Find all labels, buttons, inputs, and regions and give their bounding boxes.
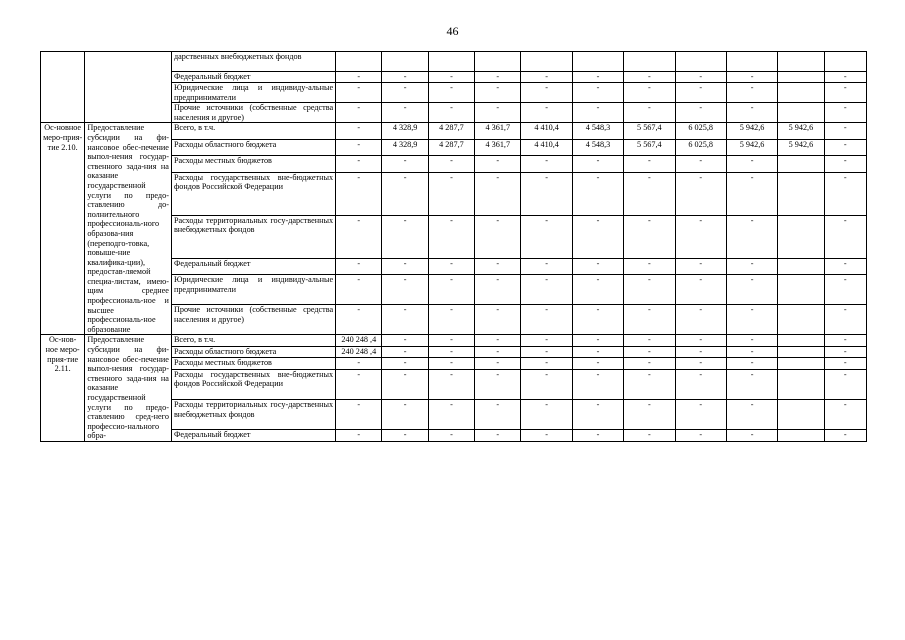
value-cell bbox=[624, 52, 675, 72]
value-cell: - bbox=[382, 305, 428, 335]
value-cell: 4 287,7 bbox=[428, 123, 474, 139]
value-cell: - bbox=[675, 346, 726, 357]
value-cell bbox=[824, 52, 866, 72]
value-cell: - bbox=[675, 305, 726, 335]
value-cell: 5 942,6 bbox=[726, 123, 777, 139]
value-cell: - bbox=[824, 358, 866, 369]
activity-label-cell bbox=[41, 52, 85, 123]
value-cell: - bbox=[428, 369, 474, 399]
value-cell: - bbox=[726, 83, 777, 103]
value-cell: 5 567,4 bbox=[624, 139, 675, 155]
value-cell: - bbox=[521, 369, 572, 399]
value-cell: - bbox=[726, 369, 777, 399]
value-cell: - bbox=[382, 258, 428, 274]
value-cell bbox=[778, 172, 824, 215]
value-cell: - bbox=[726, 156, 777, 172]
value-cell: - bbox=[624, 83, 675, 103]
value-cell: - bbox=[475, 400, 521, 430]
value-cell: - bbox=[624, 275, 675, 305]
value-cell: - bbox=[824, 275, 866, 305]
value-cell bbox=[675, 52, 726, 72]
value-cell bbox=[778, 358, 824, 369]
value-cell: - bbox=[475, 72, 521, 83]
value-cell: - bbox=[624, 305, 675, 335]
value-cell: - bbox=[521, 400, 572, 430]
value-cell bbox=[778, 52, 824, 72]
value-cell: - bbox=[824, 172, 866, 215]
value-cell: - bbox=[428, 156, 474, 172]
value-cell bbox=[572, 52, 623, 72]
value-cell: - bbox=[521, 258, 572, 274]
value-cell: - bbox=[726, 430, 777, 442]
funding-source-cell: Всего, в т.ч. bbox=[171, 335, 335, 346]
value-cell: - bbox=[382, 83, 428, 103]
funding-source-cell: Федеральный бюджет bbox=[171, 72, 335, 83]
value-cell: - bbox=[428, 275, 474, 305]
activity-label-cell: Ос-нов-ное меро-прия-тие 2.11. bbox=[41, 335, 85, 442]
value-cell: - bbox=[475, 83, 521, 103]
value-cell: - bbox=[336, 103, 382, 123]
funding-source-cell: Всего, в т.ч. bbox=[171, 123, 335, 139]
value-cell bbox=[778, 103, 824, 123]
value-cell bbox=[778, 369, 824, 399]
value-cell bbox=[428, 52, 474, 72]
value-cell: - bbox=[624, 358, 675, 369]
value-cell bbox=[778, 215, 824, 258]
value-cell bbox=[778, 275, 824, 305]
value-cell: - bbox=[572, 358, 623, 369]
value-cell: - bbox=[475, 103, 521, 123]
value-cell: - bbox=[824, 305, 866, 335]
value-cell: - bbox=[382, 103, 428, 123]
value-cell: - bbox=[624, 156, 675, 172]
value-cell: - bbox=[382, 156, 428, 172]
value-cell: - bbox=[624, 103, 675, 123]
table-row bbox=[41, 52, 867, 72]
value-cell: - bbox=[824, 103, 866, 123]
value-cell: 6 025,8 bbox=[675, 139, 726, 155]
funding-source-cell: Федеральный бюджет bbox=[171, 430, 335, 442]
funding-source-cell: Расходы государственных вне-бюджетных фондов Российской Федерации bbox=[171, 172, 335, 215]
value-cell: - bbox=[572, 83, 623, 103]
value-cell: - bbox=[336, 258, 382, 274]
value-cell: - bbox=[824, 430, 866, 442]
value-cell: 4 361,7 bbox=[475, 139, 521, 155]
value-cell bbox=[521, 52, 572, 72]
value-cell: - bbox=[675, 172, 726, 215]
value-cell: - bbox=[624, 369, 675, 399]
value-cell: 5 942,6 bbox=[726, 139, 777, 155]
funding-source-cell: Расходы местных бюджетов bbox=[171, 358, 335, 369]
value-cell bbox=[778, 305, 824, 335]
funding-source-cell: Прочие источники (собственные средства населения и другое) bbox=[171, 305, 335, 335]
value-cell: 4 548,3 bbox=[572, 123, 623, 139]
value-cell: - bbox=[521, 172, 572, 215]
value-cell: 6 025,8 bbox=[675, 123, 726, 139]
value-cell: - bbox=[726, 275, 777, 305]
value-cell: - bbox=[521, 275, 572, 305]
value-cell: - bbox=[428, 258, 474, 274]
value-cell: - bbox=[675, 103, 726, 123]
value-cell: - bbox=[521, 103, 572, 123]
table-row bbox=[41, 335, 867, 346]
value-cell bbox=[778, 346, 824, 357]
value-cell: - bbox=[382, 275, 428, 305]
value-cell: - bbox=[475, 275, 521, 305]
value-cell: 4 410,4 bbox=[521, 139, 572, 155]
value-cell: 4 287,7 bbox=[428, 139, 474, 155]
value-cell: - bbox=[428, 346, 474, 357]
value-cell: - bbox=[726, 103, 777, 123]
table-row bbox=[41, 123, 867, 139]
funding-source-cell: Расходы территориальных госу-дарственных внебюджетных фондов bbox=[171, 215, 335, 258]
value-cell: - bbox=[824, 72, 866, 83]
value-cell: - bbox=[382, 369, 428, 399]
value-cell: - bbox=[475, 346, 521, 357]
value-cell: - bbox=[572, 72, 623, 83]
value-cell: - bbox=[475, 369, 521, 399]
value-cell: - bbox=[624, 400, 675, 430]
funding-source-cell: дарственных внебюджетных фондов bbox=[171, 52, 335, 72]
value-cell: - bbox=[675, 358, 726, 369]
value-cell: - bbox=[475, 430, 521, 442]
value-cell: - bbox=[572, 346, 623, 357]
page-number: 46 bbox=[446, 24, 459, 38]
value-cell: - bbox=[572, 305, 623, 335]
value-cell: 4 328,9 bbox=[382, 139, 428, 155]
value-cell: - bbox=[675, 72, 726, 83]
value-cell: - bbox=[475, 156, 521, 172]
value-cell: - bbox=[726, 400, 777, 430]
value-cell: - bbox=[336, 215, 382, 258]
value-cell: - bbox=[382, 172, 428, 215]
value-cell: - bbox=[336, 139, 382, 155]
value-cell: - bbox=[336, 400, 382, 430]
funding-source-cell: Расходы областного бюджета bbox=[171, 346, 335, 357]
value-cell bbox=[726, 52, 777, 72]
value-cell: - bbox=[382, 358, 428, 369]
funding-source-cell: Прочие источники (собственные средства населения и другое) bbox=[171, 103, 335, 123]
value-cell: - bbox=[675, 400, 726, 430]
value-cell: - bbox=[336, 83, 382, 103]
value-cell: - bbox=[675, 258, 726, 274]
value-cell bbox=[778, 258, 824, 274]
value-cell: - bbox=[336, 305, 382, 335]
value-cell: - bbox=[572, 258, 623, 274]
value-cell: - bbox=[624, 172, 675, 215]
value-cell: - bbox=[572, 430, 623, 442]
value-cell bbox=[778, 83, 824, 103]
value-cell: - bbox=[675, 83, 726, 103]
value-cell: - bbox=[824, 139, 866, 155]
value-cell: - bbox=[824, 258, 866, 274]
value-cell: - bbox=[572, 215, 623, 258]
value-cell: - bbox=[824, 369, 866, 399]
value-cell: - bbox=[521, 430, 572, 442]
value-cell: - bbox=[428, 305, 474, 335]
value-cell: 5 942,6 bbox=[778, 139, 824, 155]
value-cell: - bbox=[475, 358, 521, 369]
value-cell: 4 328,9 bbox=[382, 123, 428, 139]
value-cell: - bbox=[428, 72, 474, 83]
value-cell: - bbox=[824, 83, 866, 103]
activity-description-cell: Предоставление субсидии на фи-нансовое обес-печение выпол-нения государ-ственного зада-ния на оказание государственной услуги по предо-ставлению сред-него профессио-нального обра- bbox=[85, 335, 172, 442]
value-cell: - bbox=[475, 172, 521, 215]
value-cell: - bbox=[824, 215, 866, 258]
funding-table bbox=[40, 51, 867, 442]
funding-source-cell: Юридические лица и индивиду-альные предприниматели bbox=[171, 275, 335, 305]
value-cell: - bbox=[475, 258, 521, 274]
value-cell: - bbox=[824, 335, 866, 346]
value-cell: 4 548,3 bbox=[572, 139, 623, 155]
value-cell: - bbox=[726, 258, 777, 274]
value-cell: - bbox=[624, 430, 675, 442]
value-cell bbox=[778, 72, 824, 83]
value-cell: - bbox=[336, 156, 382, 172]
value-cell: - bbox=[675, 275, 726, 305]
value-cell: - bbox=[336, 358, 382, 369]
value-cell: - bbox=[521, 83, 572, 103]
value-cell: - bbox=[675, 335, 726, 346]
value-cell: - bbox=[521, 156, 572, 172]
value-cell: - bbox=[521, 72, 572, 83]
value-cell: - bbox=[624, 258, 675, 274]
value-cell: - bbox=[726, 346, 777, 357]
value-cell: - bbox=[428, 215, 474, 258]
value-cell: - bbox=[675, 156, 726, 172]
value-cell: - bbox=[521, 215, 572, 258]
value-cell: - bbox=[475, 215, 521, 258]
value-cell: - bbox=[428, 335, 474, 346]
value-cell: - bbox=[726, 172, 777, 215]
value-cell: - bbox=[624, 335, 675, 346]
value-cell: - bbox=[382, 346, 428, 357]
value-cell bbox=[778, 335, 824, 346]
value-cell: - bbox=[521, 305, 572, 335]
value-cell: 240 248 ,4 bbox=[336, 335, 382, 346]
value-cell bbox=[475, 52, 521, 72]
value-cell: - bbox=[336, 72, 382, 83]
value-cell: 5 942,6 bbox=[778, 123, 824, 139]
value-cell: - bbox=[428, 400, 474, 430]
value-cell: - bbox=[382, 400, 428, 430]
value-cell bbox=[778, 156, 824, 172]
value-cell: - bbox=[572, 172, 623, 215]
value-cell: - bbox=[382, 72, 428, 83]
funding-source-cell: Расходы государственных вне-бюджетных фондов Российской Федерации bbox=[171, 369, 335, 399]
value-cell: - bbox=[336, 172, 382, 215]
value-cell bbox=[336, 52, 382, 72]
value-cell: - bbox=[572, 275, 623, 305]
value-cell: - bbox=[572, 369, 623, 399]
funding-source-cell: Расходы местных бюджетов bbox=[171, 156, 335, 172]
value-cell: 4 361,7 bbox=[475, 123, 521, 139]
funding-source-cell: Федеральный бюджет bbox=[171, 258, 335, 274]
value-cell: - bbox=[428, 83, 474, 103]
value-cell: - bbox=[675, 369, 726, 399]
value-cell: - bbox=[382, 335, 428, 346]
activity-description-cell: Предоставление субсидии на фи-нансовое обес-печение выпол-нения государ-ственного зада-ния на оказание государственной услуги по предо-ставлению до-полнительного профессиональ-ного образова-ния (переподго-товка, повыше-ние квалифика-ции), предостав-ляемой специа-листам, имею-щим среднее профессиональ-ное и высшее профессиональ-ное образование bbox=[85, 123, 172, 335]
value-cell: - bbox=[726, 335, 777, 346]
funding-source-cell: Расходы областного бюджета bbox=[171, 139, 335, 155]
value-cell: - bbox=[428, 358, 474, 369]
value-cell: - bbox=[572, 400, 623, 430]
value-cell: - bbox=[382, 430, 428, 442]
value-cell bbox=[778, 430, 824, 442]
value-cell: 5 567,4 bbox=[624, 123, 675, 139]
value-cell: - bbox=[675, 430, 726, 442]
value-cell bbox=[778, 400, 824, 430]
activity-description-cell bbox=[85, 52, 172, 123]
funding-source-cell: Юридические лица и индивиду-альные предприниматели bbox=[171, 83, 335, 103]
funding-source-cell: Расходы территориальных госу-дарственных внебюджетных фондов bbox=[171, 400, 335, 430]
value-cell: - bbox=[336, 369, 382, 399]
value-cell: - bbox=[572, 335, 623, 346]
value-cell: - bbox=[624, 72, 675, 83]
value-cell: - bbox=[726, 305, 777, 335]
value-cell: - bbox=[624, 215, 675, 258]
value-cell: - bbox=[521, 346, 572, 357]
value-cell: - bbox=[824, 400, 866, 430]
value-cell: - bbox=[824, 156, 866, 172]
value-cell: - bbox=[824, 123, 866, 139]
value-cell: - bbox=[726, 358, 777, 369]
value-cell: - bbox=[521, 335, 572, 346]
value-cell bbox=[382, 52, 428, 72]
value-cell: - bbox=[428, 430, 474, 442]
value-cell: - bbox=[336, 275, 382, 305]
value-cell: - bbox=[382, 215, 428, 258]
value-cell: - bbox=[824, 346, 866, 357]
value-cell: - bbox=[726, 72, 777, 83]
value-cell: - bbox=[675, 215, 726, 258]
value-cell: - bbox=[336, 123, 382, 139]
value-cell: - bbox=[572, 103, 623, 123]
value-cell: - bbox=[521, 358, 572, 369]
value-cell: - bbox=[336, 430, 382, 442]
value-cell: - bbox=[428, 172, 474, 215]
value-cell: - bbox=[572, 156, 623, 172]
activity-label-cell: Ос-новное меро-прия-тие 2.10. bbox=[41, 123, 85, 335]
value-cell: - bbox=[428, 103, 474, 123]
value-cell: - bbox=[726, 215, 777, 258]
value-cell: 4 410,4 bbox=[521, 123, 572, 139]
value-cell: - bbox=[475, 335, 521, 346]
value-cell: - bbox=[475, 305, 521, 335]
value-cell: 240 248 ,4 bbox=[336, 346, 382, 357]
value-cell: - bbox=[624, 346, 675, 357]
